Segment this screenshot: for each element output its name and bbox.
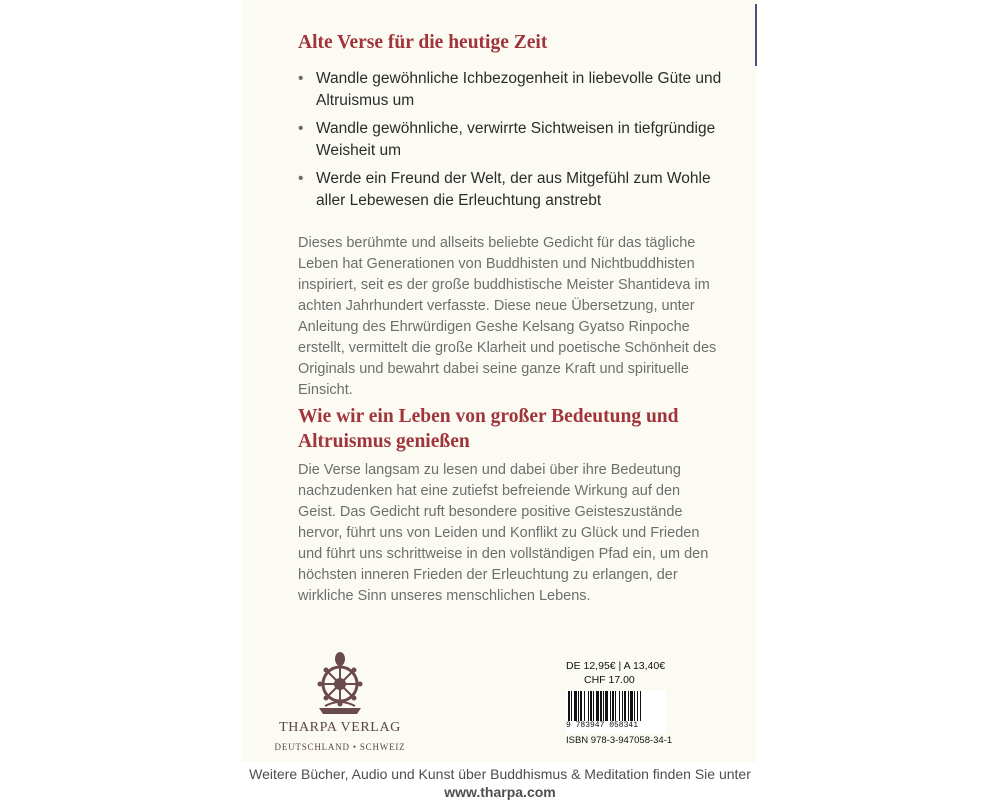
bullet-list: [298, 68, 728, 218]
bullet-text: Werde ein Freund der Welt, der aus Mitgefühl zum Wohle aller Lebewesen die Erleuchtung anstrebt: [316, 170, 711, 209]
dharma-wheel-icon: [309, 650, 371, 716]
spine-edge: [755, 4, 757, 66]
bullet-item: [298, 118, 728, 162]
section2-paragraph: Die Verse langsam zu lesen und dabei über ihre Bedeutung nachzudenken hat eine zutiefst befreiende Wirkung auf den Geist. Das Gedicht ruft besondere positive Geisteszustände hervor, führt uns von Leiden und Konflikt zu Glück und Frieden und führt uns schrittweise in den vollständigen Pfad ein, um den höchsten inneren Frieden der Erleuchtung zu erlangen, der wirkliche Sinn unseres menschlichen Lebens.: [298, 462, 709, 604]
bullet-item: [298, 68, 728, 112]
footer-text: Weitere Bücher, Audio und Kunst über Buddhismus & Meditation finden Sie unter: [249, 766, 751, 782]
section1-paragraph: Dieses berühmte und allseits beliebte Gedicht für das tägliche Leben hat Generationen von Buddhisten und Nichtbuddhisten inspiriert, seit es der große buddhistische Meister Shantideva im achten Jahrhundert verfasste. Diese neue Übersetzung, unter Anleitung des Ehrwürdigen Geshe Kelsang Gyatso Rinpoche erstellt, vermittelt die große Klarheit und poetische Schönheit des Originals und bewahrt dabei seine ganze Kraft und spirituelle Einsicht.: [298, 235, 717, 398]
footer: [0, 765, 1000, 801]
bullet-text: Wandle gewöhnliche Ichbezogenheit in liebevolle Güte und Altruismus um: [316, 70, 722, 109]
barcode: [566, 691, 666, 733]
barcode-digits: 9 783947 058341: [566, 721, 639, 730]
bullet-item: [298, 168, 728, 212]
bullet-icon: •: [298, 70, 304, 87]
section1-heading: Alte Verse für die heutige Zeit: [298, 32, 548, 53]
section2-heading: Wie wir ein Leben von großer Bedeutung und Altruismus genießen: [298, 406, 679, 452]
publisher-logo: [250, 650, 430, 752]
bullet-icon: •: [298, 170, 304, 187]
barcode-icon: [566, 691, 666, 721]
publisher-countries: DEUTSCHLAND • SCHWEIZ: [274, 742, 406, 752]
price-ch: CHF 17.00: [584, 674, 635, 686]
footer-url[interactable]: www.tharpa.com: [444, 784, 556, 800]
isbn: ISBN 978-3-947058-34-1: [566, 735, 673, 746]
bullet-text: Wandle gewöhnliche, verwirrte Sichtweisen in tiefgründige Weisheit um: [316, 120, 716, 159]
publisher-name: THARPA VERLAG: [279, 720, 401, 735]
price-de-at: DE 12,95€ | A 13,40€: [566, 660, 666, 672]
price-box: [566, 659, 676, 746]
bullet-icon: •: [298, 120, 304, 137]
